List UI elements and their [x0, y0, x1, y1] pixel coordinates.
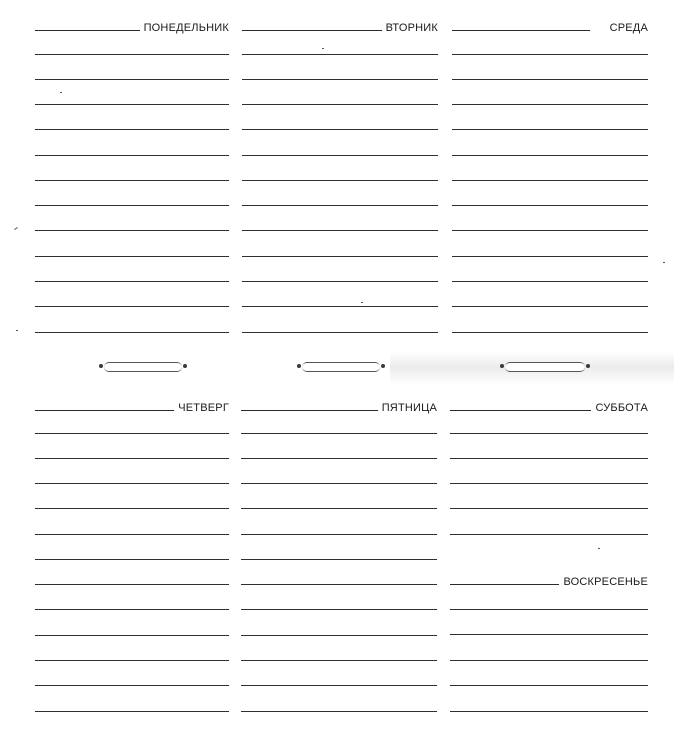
writing-line[interactable] [35, 104, 229, 105]
writing-line[interactable] [450, 660, 648, 661]
writing-line[interactable] [452, 180, 648, 181]
writing-line[interactable] [450, 685, 648, 686]
writing-line[interactable] [242, 129, 438, 130]
scan-speck [663, 262, 665, 263]
binding-hole [302, 362, 380, 372]
writing-line[interactable] [452, 306, 648, 307]
writing-line[interactable] [35, 433, 229, 434]
binding-hole [104, 362, 182, 372]
header-rule [35, 30, 140, 31]
writing-line[interactable] [452, 230, 648, 231]
writing-line[interactable] [241, 433, 437, 434]
writing-line[interactable] [35, 458, 229, 459]
writing-line[interactable] [450, 458, 648, 459]
writing-line[interactable] [35, 281, 229, 282]
monday-header [35, 18, 229, 34]
writing-line[interactable] [242, 155, 438, 156]
scan-speck [60, 92, 62, 93]
writing-line[interactable] [242, 104, 438, 105]
scan-speck [598, 548, 600, 549]
writing-line[interactable] [35, 508, 229, 509]
header-rule [450, 584, 559, 585]
writing-line[interactable] [241, 609, 437, 610]
writing-line[interactable] [452, 332, 648, 333]
monday-section [35, 18, 229, 338]
writing-line[interactable] [452, 155, 648, 156]
writing-line[interactable] [35, 483, 229, 484]
writing-line[interactable] [450, 534, 648, 535]
writing-line[interactable] [35, 230, 229, 231]
writing-line[interactable] [35, 635, 229, 636]
writing-line[interactable] [452, 205, 648, 206]
writing-line[interactable] [35, 306, 229, 307]
writing-line[interactable] [452, 54, 648, 55]
writing-line[interactable] [35, 129, 229, 130]
writing-line[interactable] [35, 584, 229, 585]
writing-line[interactable] [450, 433, 648, 434]
writing-line[interactable] [450, 508, 648, 509]
writing-line[interactable] [452, 79, 648, 80]
writing-line[interactable] [241, 483, 437, 484]
header-rule [35, 410, 174, 411]
writing-line[interactable] [450, 634, 648, 635]
writing-line[interactable] [241, 559, 437, 560]
header-rule [242, 30, 382, 31]
wednesday-section [452, 18, 648, 338]
writing-line[interactable] [450, 711, 648, 712]
thursday-header [35, 398, 229, 414]
scan-speck [361, 302, 363, 303]
scan-speck [16, 330, 18, 331]
monday-label: ПОНЕДЕЛЬНИК [143, 22, 229, 34]
writing-line[interactable] [242, 281, 438, 282]
writing-line[interactable] [241, 685, 437, 686]
writing-line[interactable] [35, 332, 229, 333]
writing-line[interactable] [242, 180, 438, 181]
writing-line[interactable] [35, 205, 229, 206]
writing-line[interactable] [241, 635, 437, 636]
header-rule [452, 30, 590, 31]
sunday-label: ВОСКРЕСЕНЬЕ [563, 576, 648, 588]
writing-line[interactable] [35, 711, 229, 712]
writing-line[interactable] [35, 155, 229, 156]
writing-line[interactable] [35, 534, 229, 535]
writing-line[interactable] [241, 711, 437, 712]
writing-line[interactable] [242, 256, 438, 257]
writing-line[interactable] [35, 79, 229, 80]
writing-line[interactable] [241, 660, 437, 661]
writing-line[interactable] [241, 534, 437, 535]
friday-header [241, 398, 437, 414]
sunday-section [450, 572, 648, 718]
writing-line[interactable] [452, 256, 648, 257]
saturday-section [450, 398, 648, 558]
sunday-header [450, 572, 648, 588]
writing-line[interactable] [452, 104, 648, 105]
writing-line[interactable] [242, 332, 438, 333]
writing-line[interactable] [450, 609, 648, 610]
thursday-label: ЧЕТВЕРГ [178, 402, 229, 414]
writing-line[interactable] [35, 660, 229, 661]
writing-line[interactable] [241, 508, 437, 509]
writing-line[interactable] [452, 129, 648, 130]
writing-line[interactable] [242, 205, 438, 206]
writing-line[interactable] [35, 609, 229, 610]
tuesday-section [242, 18, 438, 338]
writing-line[interactable] [242, 79, 438, 80]
thursday-section [35, 398, 229, 718]
binding-hole [505, 362, 585, 372]
writing-line[interactable] [452, 281, 648, 282]
tuesday-header [242, 18, 438, 34]
writing-line[interactable] [35, 685, 229, 686]
saturday-label: СУББОТА [595, 402, 648, 414]
scan-speck [322, 48, 324, 49]
tuesday-label: ВТОРНИК [385, 22, 438, 34]
wednesday-label: СРЕДА [609, 22, 648, 34]
writing-line[interactable] [242, 54, 438, 55]
writing-line[interactable] [35, 180, 229, 181]
header-rule [241, 410, 378, 411]
writing-line[interactable] [241, 584, 437, 585]
wednesday-header [452, 18, 648, 34]
friday-label: ПЯТНИЦА [381, 402, 437, 414]
writing-line[interactable] [241, 458, 437, 459]
saturday-header [450, 398, 648, 414]
scan-speck [14, 227, 18, 230]
writing-line[interactable] [35, 256, 229, 257]
writing-line[interactable] [242, 230, 438, 231]
writing-line[interactable] [450, 483, 648, 484]
writing-line[interactable] [35, 559, 229, 560]
writing-line[interactable] [242, 306, 438, 307]
header-rule [450, 410, 591, 411]
friday-section [241, 398, 437, 718]
writing-line[interactable] [35, 54, 229, 55]
